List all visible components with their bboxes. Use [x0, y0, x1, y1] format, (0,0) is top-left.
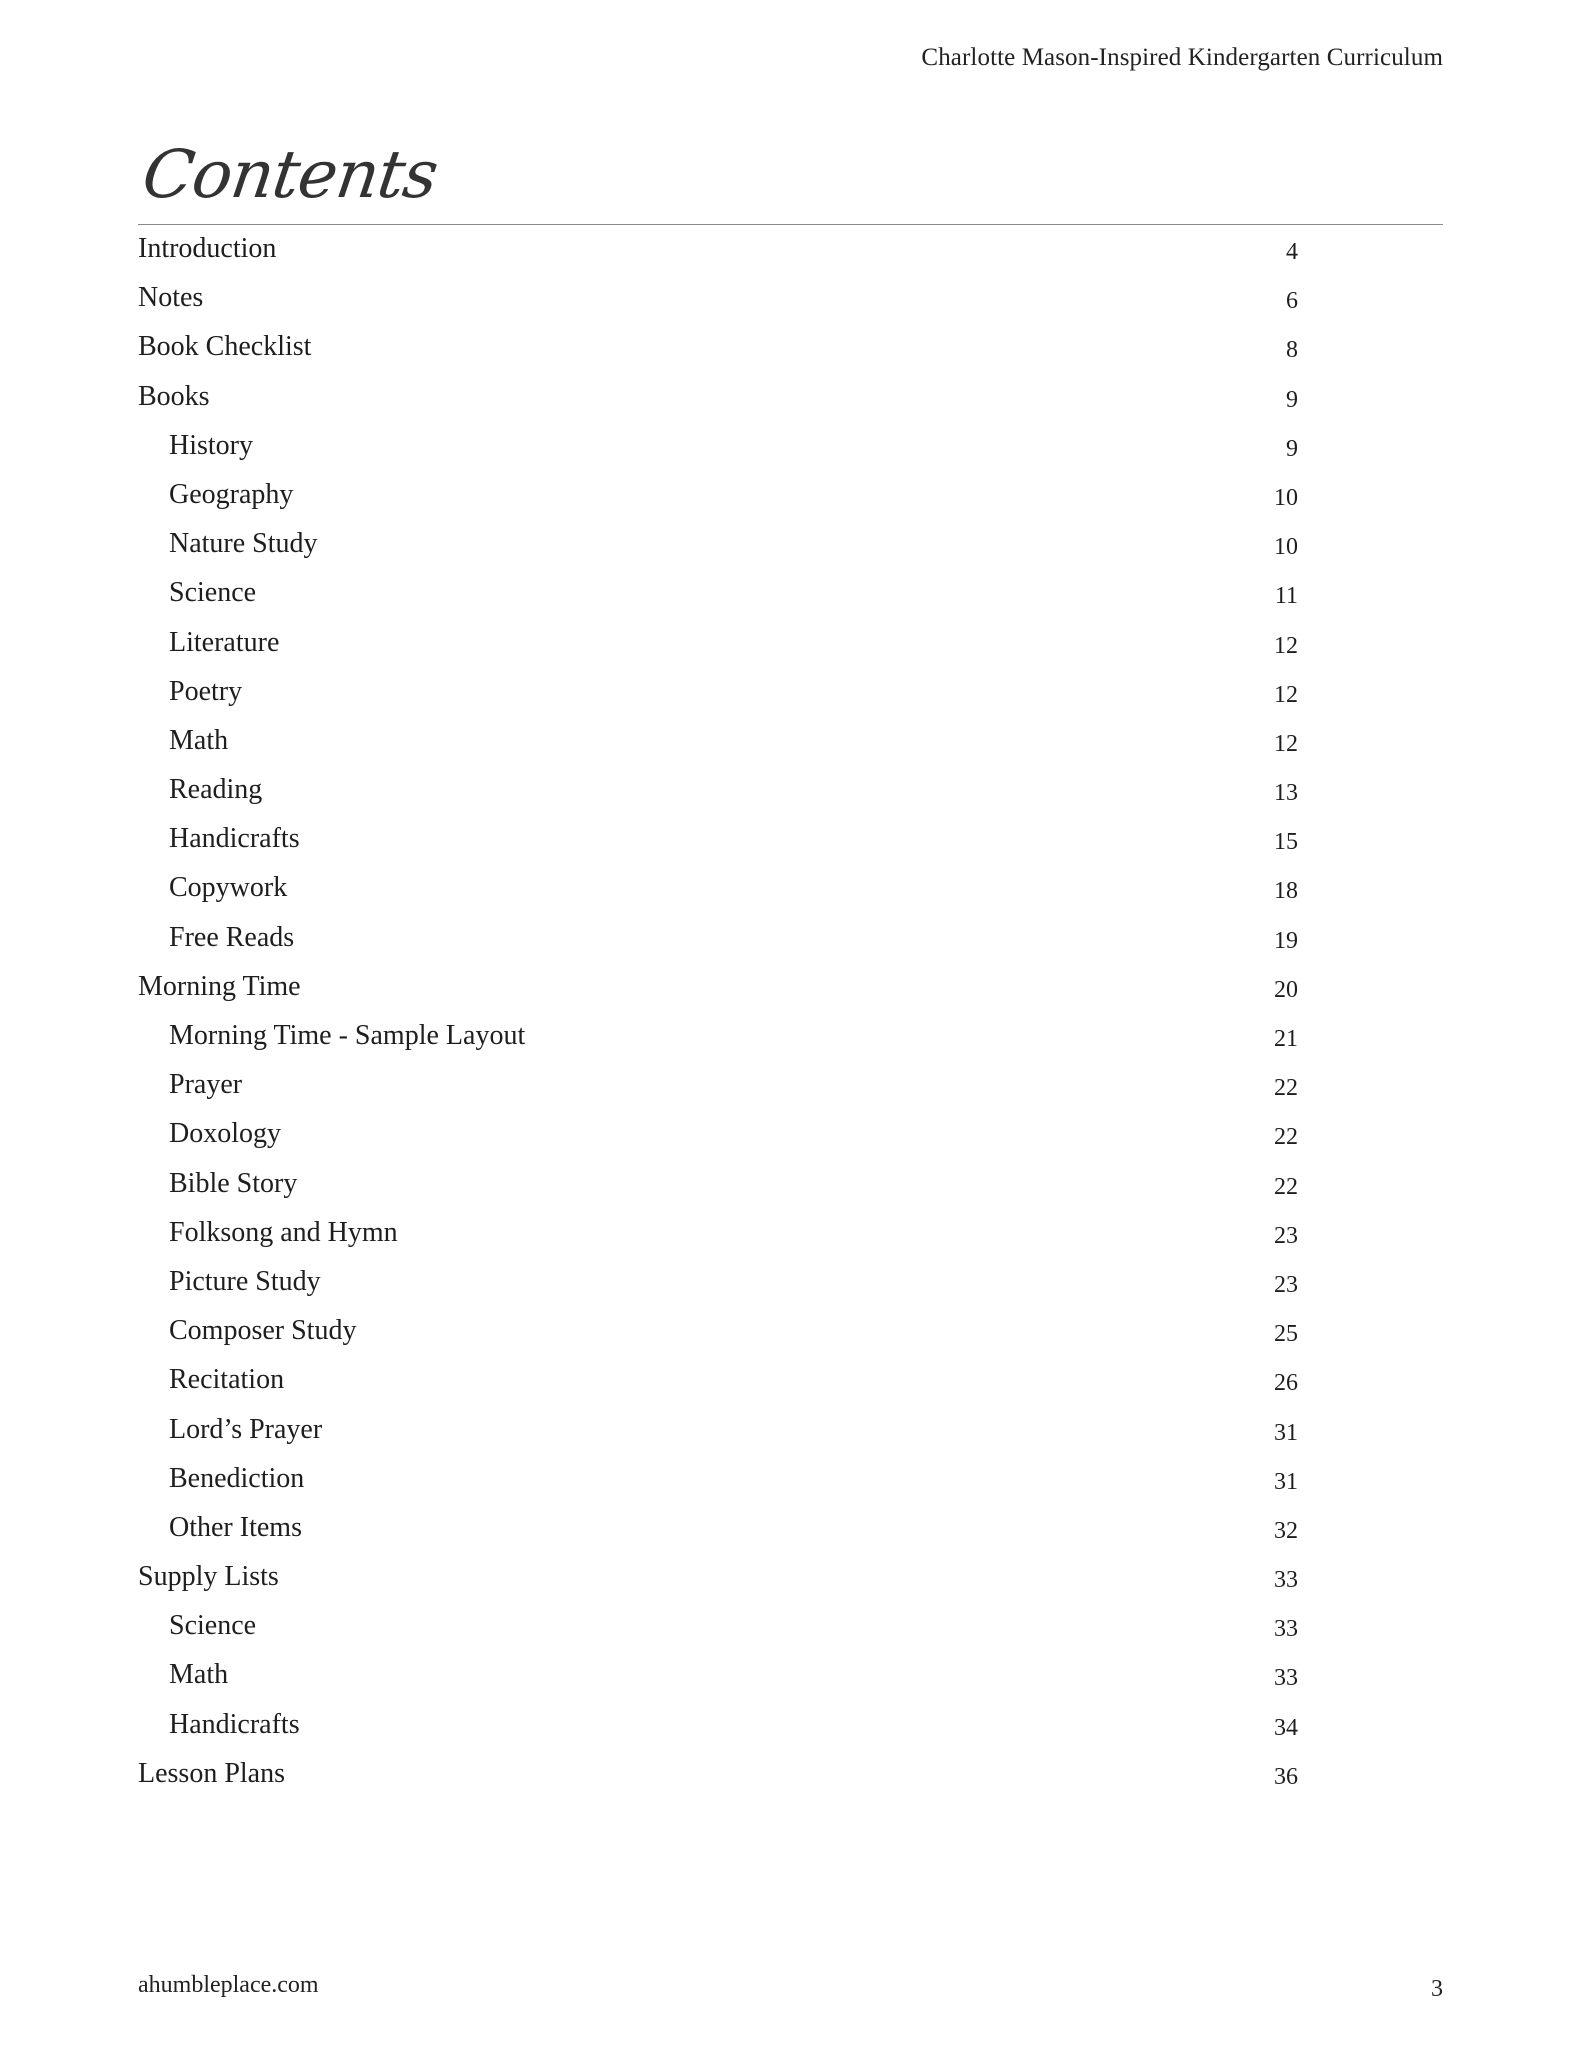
toc-subentry[interactable] [138, 475, 1298, 524]
toc-subentry[interactable] [138, 426, 1298, 475]
toc-subentry[interactable] [138, 623, 1298, 672]
toc-entry[interactable] [138, 327, 1298, 376]
toc-subentry[interactable] [138, 573, 1298, 622]
toc-subentry[interactable] [138, 1164, 1298, 1213]
toc-entry-label: Book Checklist [138, 331, 312, 363]
toc-entry-label: Introduction [138, 233, 277, 264]
toc-entry-page: 12 [1274, 730, 1298, 757]
toc-entry-label: Recitation [169, 1364, 285, 1396]
toc-entry-label: Morning Time - Sample Layout [169, 1020, 526, 1051]
contents-heading: Contents [138, 136, 443, 213]
toc-entry-page: 32 [1274, 1517, 1298, 1544]
toc-entry-label: Books [138, 380, 210, 412]
toc-subentry[interactable] [138, 1065, 1298, 1114]
toc-entry-page: 26 [1274, 1370, 1298, 1397]
heading-divider [138, 224, 1443, 225]
toc-subentry[interactable] [138, 1016, 1298, 1065]
toc-entry-label: Supply Lists [138, 1561, 279, 1593]
toc-entry-page: 12 [1274, 681, 1298, 708]
toc-entry-page: 15 [1274, 829, 1298, 856]
toc-entry-label: Composer Study [169, 1315, 357, 1347]
toc-subentry[interactable] [138, 770, 1298, 819]
toc-subentry[interactable] [138, 721, 1298, 770]
toc-entry[interactable] [138, 377, 1298, 426]
toc-subentry[interactable] [138, 1311, 1298, 1360]
toc-entry-page: 25 [1274, 1321, 1298, 1348]
toc-subentry[interactable] [138, 1459, 1298, 1508]
footer-website[interactable]: ahumbleplace.com [138, 1972, 319, 1998]
toc-entry-label: Nature Study [169, 528, 318, 560]
toc-entry-label: Lord’s Prayer [169, 1413, 323, 1445]
toc-entry-page: 8 [1286, 337, 1298, 364]
toc-entry-label: Handicrafts [169, 823, 300, 855]
toc-entry-page: 31 [1274, 1419, 1298, 1446]
toc-entry-label: Math [169, 1659, 229, 1691]
toc-entry-label: History [169, 429, 253, 461]
toc-entry-page: 22 [1274, 1124, 1298, 1151]
toc-entry-label: Bible Story [169, 1167, 298, 1199]
toc-entry-page: 10 [1274, 484, 1298, 511]
toc-entry-page: 34 [1274, 1714, 1298, 1741]
toc-subentry[interactable] [138, 868, 1298, 917]
toc-entry-label: Benediction [169, 1462, 305, 1494]
toc-entry-page: 33 [1274, 1616, 1298, 1643]
toc-entry-label: Doxology [169, 1118, 281, 1150]
toc-entry[interactable] [138, 967, 1298, 1016]
toc-entry-label: Handicrafts [169, 1708, 300, 1740]
table-of-contents [138, 229, 1298, 1803]
toc-entry-page: 33 [1274, 1665, 1298, 1692]
toc-entry-page: 22 [1274, 1075, 1298, 1102]
toc-subentry[interactable] [138, 819, 1298, 868]
toc-subentry[interactable] [138, 1262, 1298, 1311]
toc-entry-page: 13 [1274, 780, 1298, 807]
toc-entry[interactable] [138, 1557, 1298, 1606]
toc-entry-page: 18 [1274, 878, 1298, 905]
toc-entry[interactable] [138, 1754, 1298, 1803]
toc-entry-label: Literature [169, 626, 280, 658]
footer-page-number: 3 [1431, 1976, 1443, 2002]
toc-entry-label: Science [169, 1610, 257, 1642]
toc-subentry[interactable] [138, 1508, 1298, 1557]
toc-subentry[interactable] [138, 1705, 1298, 1754]
toc-subentry[interactable] [138, 1410, 1298, 1459]
toc-entry-label: Picture Study [169, 1265, 321, 1297]
toc-entry-page: 20 [1274, 976, 1298, 1003]
toc-entry-label: Notes [138, 282, 204, 314]
toc-entry-page: 11 [1274, 583, 1298, 610]
toc-subentry[interactable] [138, 1114, 1298, 1163]
toc-entry-label: Morning Time [138, 970, 301, 1002]
toc-entry-page: 12 [1274, 632, 1298, 659]
toc-subentry[interactable] [138, 918, 1298, 967]
toc-entry-label: Prayer [169, 1069, 243, 1101]
toc-entry-page: 9 [1286, 386, 1298, 413]
toc-entry-label: Science [169, 577, 257, 609]
toc-entry-page: 6 [1286, 288, 1298, 315]
toc-entry-label: Copywork [169, 872, 288, 904]
toc-entry[interactable] [138, 278, 1298, 327]
toc-subentry[interactable] [138, 1360, 1298, 1409]
toc-entry-page: 33 [1274, 1567, 1298, 1594]
toc-entry[interactable] [138, 229, 1298, 278]
toc-entry-page: 21 [1274, 1026, 1298, 1052]
toc-entry-page: 31 [1274, 1468, 1298, 1495]
toc-entry-page: 22 [1274, 1173, 1298, 1200]
toc-subentry[interactable] [138, 1213, 1298, 1262]
toc-entry-page: 36 [1274, 1763, 1298, 1790]
toc-entry-label: Other Items [169, 1511, 302, 1543]
toc-subentry[interactable] [138, 524, 1298, 573]
toc-entry-page: 10 [1274, 534, 1298, 561]
toc-entry-label: Reading [169, 774, 263, 806]
toc-entry-label: Math [169, 724, 229, 756]
toc-entry-label: Folksong and Hymn [169, 1216, 398, 1248]
toc-subentry[interactable] [138, 1606, 1298, 1655]
toc-entry-page: 9 [1286, 435, 1298, 462]
running-header: Charlotte Mason-Inspired Kindergarten Curriculum [921, 44, 1443, 71]
toc-entry-label: Lesson Plans [138, 1757, 285, 1789]
toc-subentry[interactable] [138, 1655, 1298, 1704]
toc-entry-label: Geography [169, 478, 294, 510]
toc-entry-label: Poetry [169, 675, 243, 707]
toc-entry-page: 4 [1286, 239, 1298, 265]
toc-entry-label: Free Reads [169, 921, 295, 953]
toc-subentry[interactable] [138, 672, 1298, 721]
toc-entry-page: 19 [1274, 927, 1298, 954]
toc-entry-page: 23 [1274, 1222, 1298, 1249]
toc-entry-page: 23 [1274, 1271, 1298, 1298]
